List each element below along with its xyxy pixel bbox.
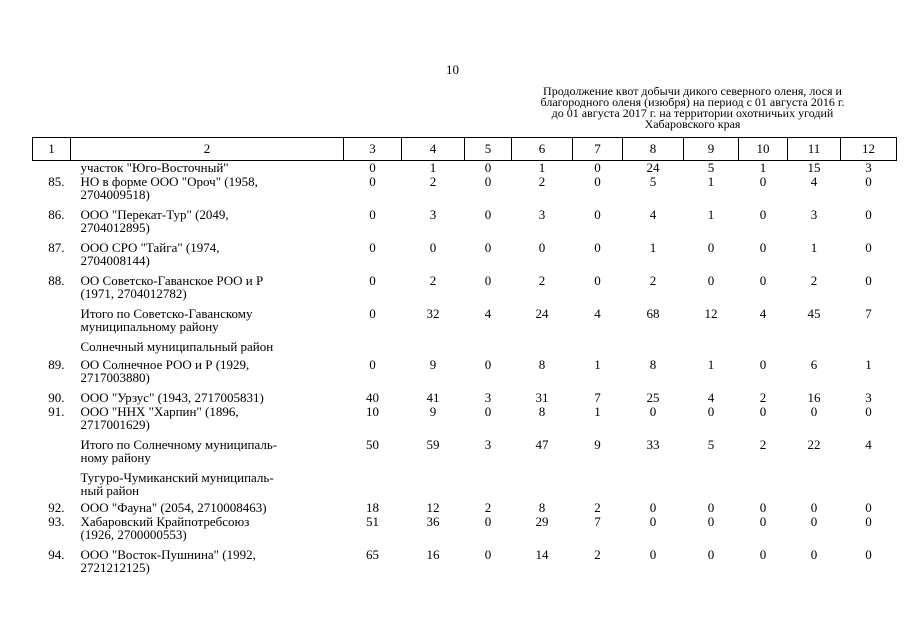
name-line: ному району <box>80 450 151 465</box>
value-cell: 1 <box>649 240 657 255</box>
value-cell: 0 <box>810 404 818 419</box>
value-cell: 68 <box>646 306 660 321</box>
value-cell: 0 <box>865 240 872 255</box>
name-line: ООО "ННХ "Харпин" (1896, <box>80 404 239 419</box>
name-line: ный район <box>80 483 140 498</box>
value-cell: 12 <box>704 306 718 321</box>
value-cell: 3 <box>429 207 437 222</box>
value-cell: 0 <box>707 500 715 515</box>
value-cell: 0 <box>484 357 492 372</box>
row-number: 87. <box>48 240 65 255</box>
name-line: 2704012895) <box>80 220 150 235</box>
value-cell <box>788 471 841 501</box>
value-cell: 16 <box>426 547 440 562</box>
row-name <box>71 175 344 208</box>
value-cell: 2 <box>810 273 818 288</box>
row-number: 89. <box>48 357 65 372</box>
value-cell: 59 <box>426 437 440 452</box>
value-cell <box>788 340 841 358</box>
value-cell: 0 <box>369 306 376 321</box>
value-cell: 3 <box>865 160 872 175</box>
value-cell: 6 <box>810 357 818 372</box>
row-number: 92. <box>48 500 65 515</box>
table-row <box>33 358 897 391</box>
column-header: 6 <box>512 138 573 161</box>
name-line: 2704008144) <box>80 253 150 268</box>
value-cell: 9 <box>429 357 437 372</box>
value-cell <box>344 471 402 501</box>
value-cell: 0 <box>759 273 767 288</box>
value-cell: 47 <box>535 437 549 452</box>
value-cell: 1 <box>594 357 601 372</box>
value-cell: 50 <box>366 437 379 452</box>
row-name <box>71 208 344 241</box>
table-row <box>33 548 897 581</box>
name-line: ООО СРО "Тайга" (1974, <box>80 240 220 255</box>
value-cell <box>684 471 739 501</box>
row-number: 88. <box>48 273 65 288</box>
name-line: ООО "Урзус" (1943, 2717005831) <box>80 390 264 405</box>
row-number <box>33 307 71 340</box>
value-cell: 0 <box>707 240 715 255</box>
value-cell: 8 <box>649 357 657 372</box>
value-cell <box>402 340 465 358</box>
value-cell: 4 <box>594 306 601 321</box>
value-cell: 0 <box>594 273 601 288</box>
name-line: ООО "Перекат-Тур" (2049, <box>80 207 229 222</box>
value-cell: 22 <box>807 437 821 452</box>
value-cell: 14 <box>535 547 549 562</box>
value-cell: 4 <box>484 306 492 321</box>
name-line: участок "Юго-Восточный" <box>80 160 229 175</box>
value-cell: 7 <box>865 306 872 321</box>
value-cell: 0 <box>429 240 437 255</box>
value-cell: 0 <box>759 357 767 372</box>
value-cell: 0 <box>369 160 376 175</box>
table-row <box>33 175 897 208</box>
value-cell: 0 <box>594 207 601 222</box>
value-cell: 0 <box>484 240 492 255</box>
value-cell: 36 <box>426 514 440 529</box>
value-cell: 3 <box>810 207 818 222</box>
column-header: 2 <box>71 138 344 161</box>
value-cell: 3 <box>865 390 872 405</box>
row-name <box>71 274 344 307</box>
name-line: Тугуро-Чумиканский муниципаль- <box>80 470 274 485</box>
value-cell: 0 <box>707 273 715 288</box>
value-cell: 0 <box>865 500 872 515</box>
value-cell: 0 <box>484 514 492 529</box>
row-name <box>71 307 344 340</box>
section-title <box>71 340 344 358</box>
value-cell: 1 <box>707 207 715 222</box>
column-header: 10 <box>739 138 788 161</box>
table-row <box>33 501 897 515</box>
value-cell <box>465 340 512 358</box>
value-cell: 7 <box>594 390 601 405</box>
table-row <box>33 438 897 471</box>
value-cell: 0 <box>759 514 767 529</box>
value-cell: 0 <box>865 514 872 529</box>
value-cell: 9 <box>594 437 601 452</box>
value-cell: 2 <box>429 174 437 189</box>
value-cell: 2 <box>594 500 601 515</box>
value-cell: 32 <box>426 306 440 321</box>
row-name <box>71 405 344 438</box>
value-cell: 0 <box>484 160 492 175</box>
value-cell: 51 <box>366 514 379 529</box>
row-name <box>71 241 344 274</box>
value-cell: 25 <box>646 390 660 405</box>
quota-table <box>32 137 897 581</box>
value-cell: 0 <box>484 273 492 288</box>
value-cell: 5 <box>707 437 715 452</box>
value-cell: 2 <box>759 437 767 452</box>
value-cell: 0 <box>865 273 872 288</box>
row-name <box>71 515 344 548</box>
row-number: 91. <box>48 404 65 419</box>
value-cell: 3 <box>484 390 492 405</box>
row-name <box>71 501 344 515</box>
value-cell: 0 <box>759 500 767 515</box>
row-name <box>71 548 344 581</box>
value-cell: 4 <box>759 306 767 321</box>
value-cell: 0 <box>810 514 818 529</box>
value-cell: 0 <box>707 514 715 529</box>
value-cell: 29 <box>535 514 549 529</box>
value-cell: 65 <box>366 547 379 562</box>
value-cell: 2 <box>429 273 437 288</box>
table-row <box>33 161 897 176</box>
value-cell: 1 <box>707 357 715 372</box>
value-cell: 4 <box>707 390 715 405</box>
row-number: 90. <box>48 390 65 405</box>
column-header: 11 <box>788 138 841 161</box>
table-row <box>33 274 897 307</box>
value-cell: 0 <box>484 174 492 189</box>
value-cell: 15 <box>807 160 821 175</box>
name-line: 2717001629) <box>80 417 150 432</box>
value-cell: 0 <box>759 174 767 189</box>
page-number: 10 <box>446 62 459 77</box>
value-cell: 0 <box>369 174 376 189</box>
value-cell: 1 <box>810 240 818 255</box>
value-cell: 0 <box>369 207 376 222</box>
column-header: 8 <box>623 138 684 161</box>
value-cell: 0 <box>707 547 715 562</box>
caption-line: Продолжение квот добычи дикого северного оленя, лося и <box>543 84 842 98</box>
value-cell: 0 <box>538 240 546 255</box>
value-cell: 16 <box>807 390 821 405</box>
column-header: 7 <box>573 138 623 161</box>
value-cell: 2 <box>538 273 546 288</box>
name-line: 2704009518) <box>80 187 150 202</box>
value-cell: 10 <box>366 404 379 419</box>
column-header: 4 <box>402 138 465 161</box>
row-name <box>71 438 344 471</box>
row-number <box>33 471 71 501</box>
table-row <box>33 307 897 340</box>
value-cell: 0 <box>759 404 767 419</box>
value-cell <box>623 471 684 501</box>
name-line: (1926, 2700000553) <box>80 527 187 542</box>
value-cell: 41 <box>426 390 440 405</box>
value-cell: 0 <box>865 404 872 419</box>
value-cell: 1 <box>865 357 872 372</box>
name-line: ООО "Фауна" (2054, 2710008463) <box>80 500 267 515</box>
value-cell: 8 <box>538 404 546 419</box>
row-number <box>33 161 71 176</box>
caption-line: Хабаровского края <box>644 117 741 131</box>
value-cell <box>573 340 623 358</box>
value-cell: 18 <box>366 500 379 515</box>
value-cell: 3 <box>484 437 492 452</box>
value-cell: 9 <box>429 404 437 419</box>
row-number <box>33 438 71 471</box>
row-number: 86. <box>48 207 65 222</box>
value-cell <box>739 340 788 358</box>
value-cell: 4 <box>810 174 818 189</box>
name-line: Итого по Солнечному муниципаль- <box>80 437 278 452</box>
value-cell: 24 <box>535 306 549 321</box>
value-cell <box>573 471 623 501</box>
value-cell: 0 <box>594 240 601 255</box>
name-line: ООО "Восток-Пушнина" (1992, <box>80 547 256 562</box>
row-number: 85. <box>48 174 65 189</box>
section-row <box>33 471 897 501</box>
value-cell: 33 <box>646 437 660 452</box>
name-line: Хабаровский Крайпотребсоюз <box>80 514 250 529</box>
value-cell <box>344 340 402 358</box>
value-cell <box>465 471 512 501</box>
value-cell <box>512 340 573 358</box>
table-row <box>33 515 897 548</box>
value-cell: 45 <box>807 306 821 321</box>
value-cell <box>841 340 897 358</box>
section-row <box>33 340 897 358</box>
value-cell <box>623 340 684 358</box>
name-line: Итого по Советско-Гаванскому <box>80 306 253 321</box>
name-line: ОО Солнечное РОО и Р (1929, <box>80 357 250 372</box>
value-cell: 0 <box>369 240 376 255</box>
value-cell: 0 <box>865 174 872 189</box>
name-line: муниципальному району <box>80 319 219 334</box>
value-cell <box>512 471 573 501</box>
table-row <box>33 241 897 274</box>
table-row <box>33 208 897 241</box>
value-cell: 40 <box>366 390 379 405</box>
value-cell: 2 <box>759 390 767 405</box>
column-header: 12 <box>841 138 897 161</box>
value-cell: 12 <box>426 500 440 515</box>
name-line: 2721212125) <box>80 560 150 575</box>
column-header: 3 <box>344 138 402 161</box>
row-name <box>71 391 344 405</box>
value-cell: 0 <box>759 207 767 222</box>
value-cell: 2 <box>484 500 492 515</box>
value-cell: 0 <box>865 547 872 562</box>
value-cell: 2 <box>594 547 601 562</box>
row-number <box>33 340 71 358</box>
value-cell: 1 <box>707 174 715 189</box>
name-line: (1971, 2704012782) <box>80 286 187 301</box>
value-cell: 0 <box>759 547 767 562</box>
table-caption <box>520 86 865 130</box>
value-cell: 8 <box>538 500 546 515</box>
value-cell: 1 <box>594 404 601 419</box>
value-cell: 2 <box>538 174 546 189</box>
value-cell: 7 <box>594 514 601 529</box>
table-row <box>33 391 897 405</box>
value-cell: 0 <box>649 500 657 515</box>
value-cell: 0 <box>865 207 872 222</box>
row-name <box>71 161 344 176</box>
table-body <box>33 161 897 582</box>
value-cell: 1 <box>759 160 767 175</box>
value-cell: 1 <box>429 160 437 175</box>
value-cell: 0 <box>649 404 657 419</box>
table-header-row <box>33 138 897 161</box>
value-cell: 8 <box>538 357 546 372</box>
column-header: 5 <box>465 138 512 161</box>
value-cell: 0 <box>369 357 376 372</box>
row-name <box>71 358 344 391</box>
value-cell: 3 <box>538 207 546 222</box>
value-cell: 0 <box>369 273 376 288</box>
value-cell: 0 <box>810 547 818 562</box>
value-cell: 2 <box>649 273 657 288</box>
name-line: НО в форме ООО "Ороч" (1958, <box>80 174 258 189</box>
name-line: ОО Советско-Гаванское РОО и Р <box>80 273 264 288</box>
name-line: Солнечный муниципальный район <box>80 339 274 354</box>
value-cell: 0 <box>649 514 657 529</box>
value-cell: 31 <box>535 390 549 405</box>
value-cell: 0 <box>759 240 767 255</box>
caption-line: благородного оленя (изюбря) на период с 01 августа 2016 г. <box>540 95 845 109</box>
section-title <box>71 471 344 501</box>
value-cell: 0 <box>649 547 657 562</box>
value-cell: 4 <box>865 437 872 452</box>
value-cell: 0 <box>810 500 818 515</box>
value-cell: 0 <box>594 160 601 175</box>
caption-line: до 01 августа 2017 г. на территории охотничьих угодий <box>551 106 834 120</box>
value-cell: 0 <box>484 207 492 222</box>
value-cell <box>841 471 897 501</box>
column-header: 9 <box>684 138 739 161</box>
value-cell: 0 <box>484 404 492 419</box>
table-row <box>33 405 897 438</box>
value-cell <box>402 471 465 501</box>
value-cell <box>684 340 739 358</box>
column-header: 1 <box>33 138 71 161</box>
name-line: 2717003880) <box>80 370 150 385</box>
value-cell: 1 <box>538 160 546 175</box>
value-cell <box>739 471 788 501</box>
row-number: 93. <box>48 514 65 529</box>
value-cell: 4 <box>649 207 657 222</box>
value-cell: 0 <box>594 174 601 189</box>
value-cell: 5 <box>707 160 715 175</box>
value-cell: 24 <box>646 160 660 175</box>
row-number: 94. <box>48 547 65 562</box>
value-cell: 5 <box>649 174 657 189</box>
value-cell: 0 <box>707 404 715 419</box>
value-cell: 0 <box>484 547 492 562</box>
